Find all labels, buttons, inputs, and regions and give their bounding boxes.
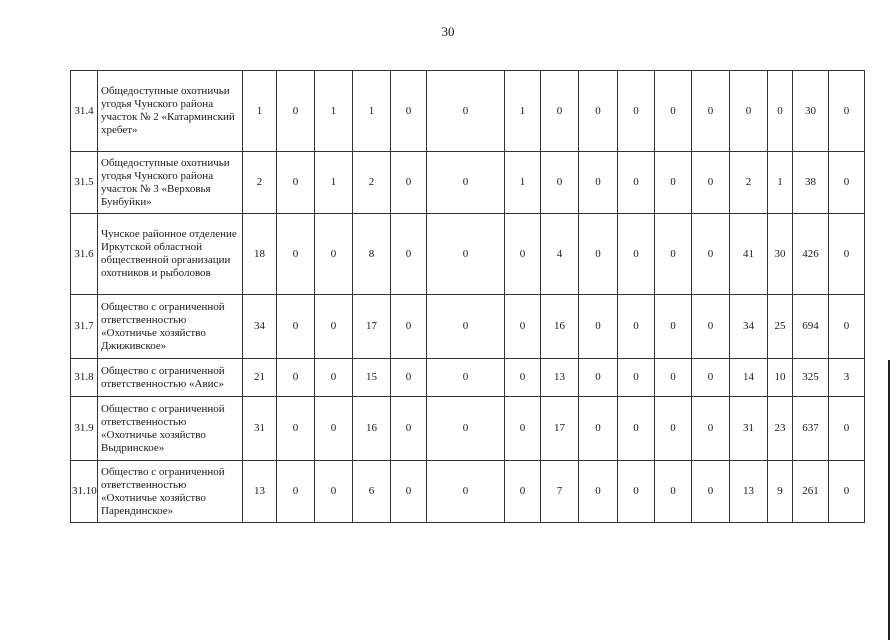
value-cell: 0 — [315, 397, 353, 461]
value-cell: 0 — [618, 359, 655, 397]
value-cell: 8 — [353, 214, 391, 295]
hunting-data-table — [70, 70, 865, 523]
value-cell: 0 — [655, 71, 692, 152]
value-cell: 0 — [277, 295, 315, 359]
value-cell: 0 — [277, 397, 315, 461]
value-cell: 0 — [277, 214, 315, 295]
value-cell: 16 — [353, 397, 391, 461]
value-cell: 38 — [793, 152, 829, 214]
value-cell: 0 — [391, 71, 427, 152]
value-cell: 0 — [692, 295, 730, 359]
value-cell: 10 — [768, 359, 793, 397]
value-cell: 0 — [829, 214, 865, 295]
value-cell: 1 — [768, 152, 793, 214]
value-cell: 0 — [427, 397, 505, 461]
value-cell: 25 — [768, 295, 793, 359]
value-cell: 0 — [277, 152, 315, 214]
value-cell: 0 — [618, 295, 655, 359]
table-row — [71, 359, 865, 397]
value-cell: 0 — [829, 295, 865, 359]
value-cell: 2 — [353, 152, 391, 214]
organization-name: Общество с ограниченной ответственностью «Охотничье хозяйство Парендинское» — [98, 461, 243, 523]
value-cell: 0 — [579, 295, 618, 359]
value-cell: 23 — [768, 397, 793, 461]
value-cell: 16 — [541, 295, 579, 359]
value-cell: 0 — [655, 214, 692, 295]
row-number: 31.10 — [71, 461, 98, 523]
value-cell: 0 — [579, 71, 618, 152]
value-cell: 41 — [730, 214, 768, 295]
value-cell: 0 — [427, 71, 505, 152]
value-cell: 0 — [541, 152, 579, 214]
value-cell: 0 — [618, 152, 655, 214]
value-cell: 34 — [243, 295, 277, 359]
value-cell: 0 — [315, 461, 353, 523]
value-cell: 0 — [391, 397, 427, 461]
organization-name: Общество с ограниченной ответственностью «Авис» — [98, 359, 243, 397]
row-number: 31.5 — [71, 152, 98, 214]
value-cell: 0 — [692, 397, 730, 461]
value-cell: 0 — [277, 71, 315, 152]
value-cell: 0 — [618, 214, 655, 295]
value-cell: 0 — [655, 359, 692, 397]
value-cell: 0 — [768, 71, 793, 152]
value-cell: 0 — [692, 152, 730, 214]
value-cell: 2 — [730, 152, 768, 214]
value-cell: 0 — [505, 461, 541, 523]
value-cell: 0 — [655, 461, 692, 523]
value-cell: 0 — [692, 359, 730, 397]
value-cell: 0 — [427, 214, 505, 295]
value-cell: 0 — [829, 397, 865, 461]
value-cell: 13 — [730, 461, 768, 523]
value-cell: 0 — [829, 461, 865, 523]
value-cell: 34 — [730, 295, 768, 359]
row-number: 31.7 — [71, 295, 98, 359]
value-cell: 14 — [730, 359, 768, 397]
value-cell: 0 — [655, 397, 692, 461]
value-cell: 0 — [391, 214, 427, 295]
value-cell: 30 — [768, 214, 793, 295]
value-cell: 0 — [277, 359, 315, 397]
value-cell: 0 — [655, 295, 692, 359]
value-cell: 0 — [277, 461, 315, 523]
value-cell: 0 — [391, 359, 427, 397]
value-cell: 0 — [579, 214, 618, 295]
value-cell: 0 — [618, 71, 655, 152]
value-cell: 3 — [829, 359, 865, 397]
table-row — [71, 152, 865, 214]
value-cell: 0 — [427, 152, 505, 214]
value-cell: 0 — [692, 71, 730, 152]
row-number: 31.4 — [71, 71, 98, 152]
value-cell: 0 — [427, 295, 505, 359]
organization-name: Общество с ограниченной ответственностью «Охотничье хозяйство Джиживское» — [98, 295, 243, 359]
table-row — [71, 214, 865, 295]
value-cell: 4 — [541, 214, 579, 295]
row-number: 31.6 — [71, 214, 98, 295]
value-cell: 0 — [730, 71, 768, 152]
value-cell: 0 — [315, 359, 353, 397]
table-row — [71, 71, 865, 152]
value-cell: 0 — [391, 295, 427, 359]
value-cell: 21 — [243, 359, 277, 397]
value-cell: 0 — [391, 152, 427, 214]
page-edge-line — [888, 360, 890, 640]
value-cell: 637 — [793, 397, 829, 461]
organization-name: Чунское районное отделение Иркутской областной общественной организации охотников и рыболовов — [98, 214, 243, 295]
value-cell: 0 — [692, 461, 730, 523]
row-number: 31.9 — [71, 397, 98, 461]
value-cell: 15 — [353, 359, 391, 397]
organization-name: Общедоступные охотничьи угодья Чунского района участок № 3 «Верховья Бунбуйки» — [98, 152, 243, 214]
value-cell: 0 — [315, 214, 353, 295]
value-cell: 6 — [353, 461, 391, 523]
value-cell: 0 — [829, 152, 865, 214]
value-cell: 0 — [579, 461, 618, 523]
value-cell: 0 — [427, 359, 505, 397]
value-cell: 0 — [505, 214, 541, 295]
value-cell: 9 — [768, 461, 793, 523]
value-cell: 0 — [829, 71, 865, 152]
value-cell: 17 — [353, 295, 391, 359]
value-cell: 7 — [541, 461, 579, 523]
value-cell: 325 — [793, 359, 829, 397]
value-cell: 0 — [655, 152, 692, 214]
value-cell: 18 — [243, 214, 277, 295]
table-row — [71, 397, 865, 461]
table-row — [71, 295, 865, 359]
value-cell: 1 — [505, 152, 541, 214]
value-cell: 31 — [243, 397, 277, 461]
page-number: 30 — [441, 24, 455, 39]
value-cell: 13 — [243, 461, 277, 523]
value-cell: 0 — [505, 397, 541, 461]
value-cell: 261 — [793, 461, 829, 523]
value-cell: 0 — [692, 214, 730, 295]
value-cell: 426 — [793, 214, 829, 295]
value-cell: 0 — [579, 359, 618, 397]
value-cell: 1 — [505, 71, 541, 152]
value-cell: 0 — [618, 461, 655, 523]
row-number: 31.8 — [71, 359, 98, 397]
value-cell: 2 — [243, 152, 277, 214]
value-cell: 0 — [618, 397, 655, 461]
organization-name: Общество с ограниченной ответственностью «Охотничье хозяйство Выдринское» — [98, 397, 243, 461]
table-row — [71, 461, 865, 523]
value-cell: 0 — [391, 461, 427, 523]
value-cell: 0 — [427, 461, 505, 523]
value-cell: 1 — [315, 152, 353, 214]
value-cell: 0 — [541, 71, 579, 152]
organization-name: Общедоступные охотничьи угодья Чунского района участок № 2 «Катарминский хребет» — [98, 71, 243, 152]
value-cell: 13 — [541, 359, 579, 397]
value-cell: 31 — [730, 397, 768, 461]
value-cell: 694 — [793, 295, 829, 359]
value-cell: 17 — [541, 397, 579, 461]
value-cell: 1 — [315, 71, 353, 152]
value-cell: 0 — [579, 152, 618, 214]
value-cell: 0 — [505, 295, 541, 359]
value-cell: 0 — [315, 295, 353, 359]
value-cell: 30 — [793, 71, 829, 152]
value-cell: 0 — [505, 359, 541, 397]
value-cell: 0 — [579, 397, 618, 461]
value-cell: 1 — [353, 71, 391, 152]
value-cell: 1 — [243, 71, 277, 152]
